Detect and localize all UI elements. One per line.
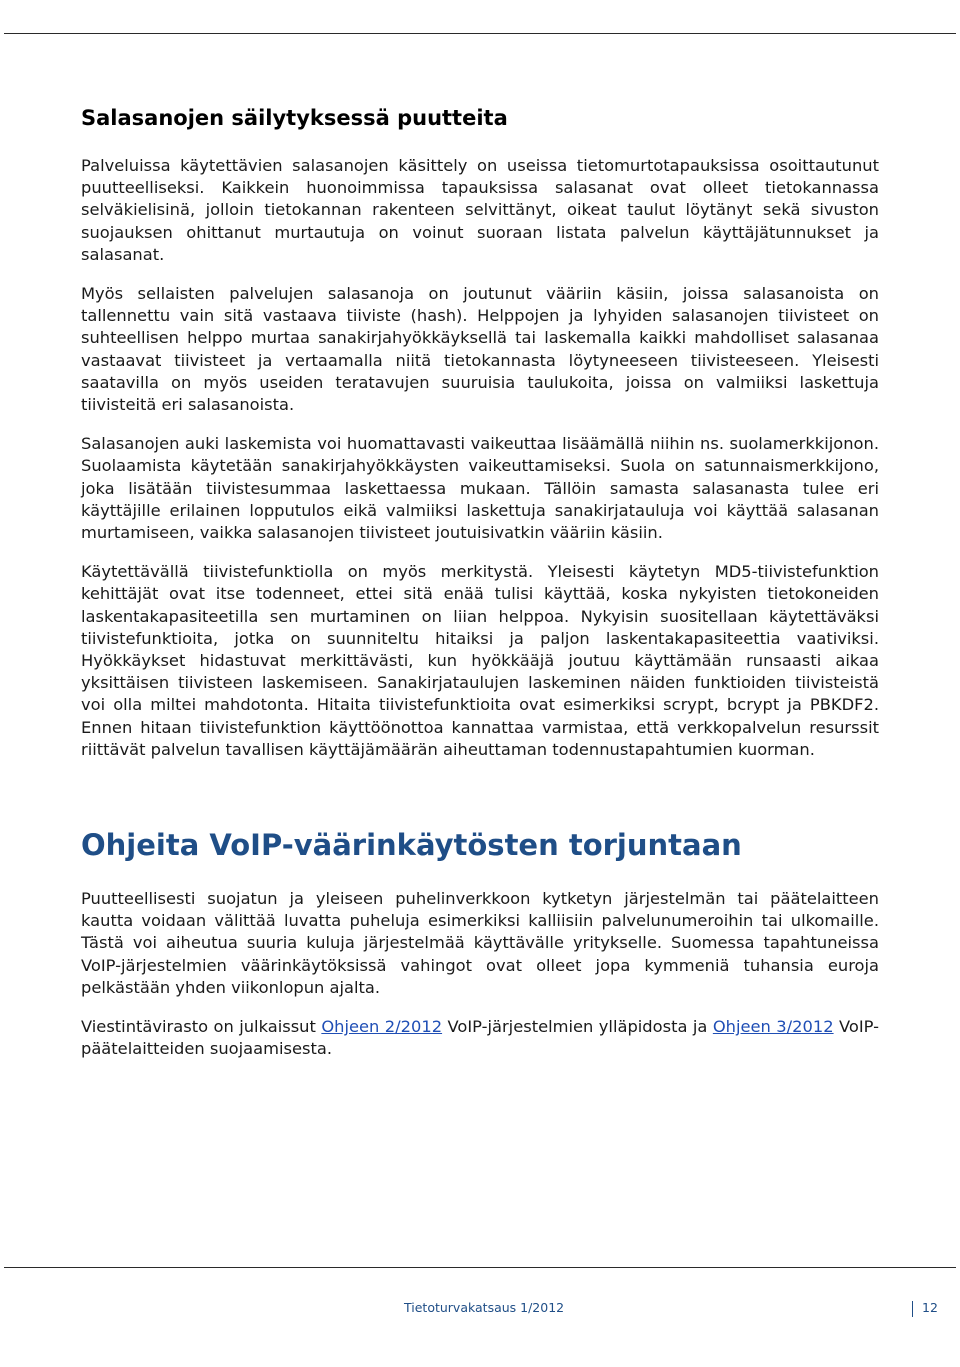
link-intro-text: Viestintävirasto on julkaissut (81, 1017, 322, 1037)
body-paragraph: Myös sellaisten palvelujen salasanoja on joutunut vääriin käsiin, joissa salasanoista on tallennettu vain sitä vastaava tiiviste (hash). Helppojen ja lyhyiden salasanojen tiivisteet on suhteellisen helppo murtaa sanakirjahyökkäyksellä tai laskemalla kaikki mahdolliset salasanaa vastaavat tiivisteet ja vertaamalla niitä tietokannasta löytyneeseen tiivisteeseen. Yleisesti saatavilla on myös useiden teratavujen suuruisia taulukoita, joissa on valmiiksi laskettuja tiivisteitä eri salasanoista. (81, 284, 879, 415)
section-spacer (81, 778, 879, 826)
guide-3-2012-link[interactable]: Ohjeen 3/2012 (712, 1017, 834, 1037)
link-outro-text: VoIP-päätelaitteiden suojaamisesta. (81, 1017, 879, 1059)
body-paragraph: Salasanojen auki laskemista voi huomattavasti vaikeuttaa lisäämällä niihin ns. suolamerkkijonon. Suolaamista käytetään sanakirjahyökkäysten vaikeuttamiseksi. Suola on satunnaismerkkijono, joka lisätään tiivistesummaa laskettaessa mukaan. Tällöin samasta salasanasta tulee eri käyttäjille erilainen lopputulos eikä valmiiksi laskettuja sanakirjatauluja voi käyttää salasanan murtamiseen, vaikka salasanojen tiivisteet joutuisivatkin vääriin käsiin. (81, 434, 879, 543)
footer-page-number: 12 (922, 1300, 938, 1315)
top-rule (4, 33, 956, 34)
section-heading-voip: Ohjeita VoIP-väärinkäytösten torjuntaan (81, 828, 742, 863)
page-content (81, 103, 879, 1078)
guide-2-2012-link[interactable]: Ohjeen 2/2012 (321, 1017, 443, 1037)
footer-rule (4, 1267, 956, 1268)
body-paragraph: Puutteellisesti suojatun ja yleiseen puhelinverkkoon kytketyn järjestelmän tai päätelaitteen kautta voidaan välittää luvatta puheluja esimerkiksi kalliisiin palvelunumeroihin tai ulkomaille. Tästä voi aiheutua suuria kuluja järjestelmää käyttävälle yritykselle. Suomessa tapahtuneissa VoIP-järjestelmien väärinkäytöksissä vahingot ovat olleet jopa kymmeniä tuhansia euroja pelkästään yhden viikonlopun ajalta. (81, 889, 879, 997)
section-heading-password-storage: Salasanojen säilytyksessä puutteita (81, 106, 508, 130)
body-paragraph: Käytettävällä tiivistefunktiolla on myös merkitystä. Yleisesti käytetyn MD5-tiivistefunktion kehittäjät ovat itse todenneet, ettei sitä enää tulisi käyttää, koska nykyisten tietokoneiden laskentakapasiteetilla sen murtaminen on liian helppoa. Nykyisin suositellaan käytettäväksi tiivistefunktioita, jotka on suunniteltu hitaiksi ja paljon laskentakapasiteettia vaativiksi. Hyökkäykset hidastuvat merkittävästi, kun hyökkääjä joutuu käyttämään runsaasti aikaa yksittäisen tiivisteen laskemiseen. Sanakirjataulujen laskeminen näiden funktioiden tiivisteistä voi olla miltei mahdotonta. Hitaita tiivistefunktioita ovat esimerkiksi scrypt, bcrypt ja PBKDF2. Ennen hitaan tiivistefunktion käyttöönottoa kannattaa varmistaa, että verkkopalvelun resurssit riittävät palvelun tavallisen käyttäjämäärän aiheuttaman todennustapahtumien kuorman. (81, 562, 879, 759)
footer-divider (912, 1301, 913, 1317)
footer-publication-title: Tietoturvakatsaus 1/2012 (404, 1300, 565, 1315)
body-paragraph: Palveluissa käytettävien salasanojen käsittely on useissa tietomurtotapauksissa osoittautunut puutteelliseksi. Kaikkein huonoimmissa tapauksissa salasanat ovat olleet tietokannassa selväkielisinä, jolloin tietokannan rakenteen selvittänyt, oikeat taulut löytänyt sekä sivuston suojauksen ohittanut murtautuja on voinut suoraan listata palvelun käyttäjätunnukset ja salasanat. (81, 156, 879, 264)
link-between-text: VoIP-järjestelmien ylläpidosta ja (442, 1017, 713, 1037)
body-paragraph-with-links (81, 1016, 879, 1060)
